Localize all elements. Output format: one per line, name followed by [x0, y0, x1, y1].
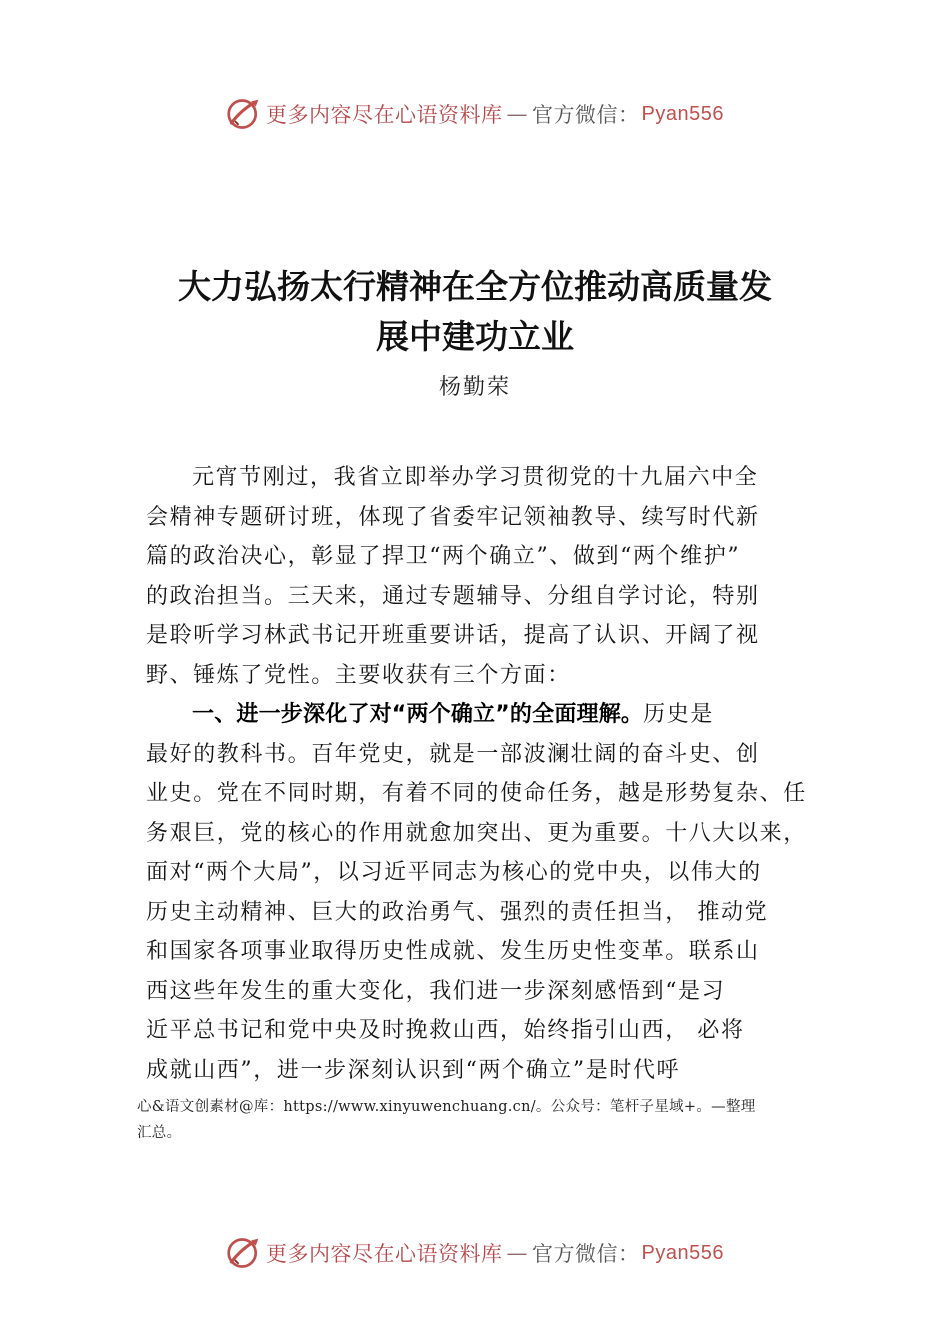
body-line: 的政治担当。三天来，通过专题辅导、分组自学讨论，特别: [146, 583, 760, 609]
banner-wechat-label: 官方微信：: [532, 1242, 640, 1266]
body-line: 篇的政治决心，彰显了捍卫“两个确立”、做到“两个维护”: [146, 544, 741, 569]
banner-wechat-label: 官方微信：: [532, 103, 640, 127]
body-line: 成就山西”，进一步深刻认识到“两个确立”是时代呼: [146, 1057, 681, 1083]
banner-main-text: 更多内容尽在心语资料库: [266, 1242, 503, 1266]
body-line: 野、锤炼了党性。主要收获有三个方面：: [146, 662, 571, 688]
body-line: 会精神专题研讨班，体现了省委牢记领袖教导、续写时代新: [146, 504, 760, 530]
banner-separator: —: [506, 1241, 529, 1265]
banner-wechat-id: Pyan556: [641, 1241, 724, 1264]
source-note-line-2: 汇总。: [137, 1125, 182, 1141]
source-note: [137, 1094, 827, 1146]
body-line: 是聆听学习林武书记开班重要讲话，提高了认识、开阔了视: [146, 623, 760, 648]
section-heading-continuation: 历史是: [643, 702, 714, 727]
body-line: 面对“两个大局”，以习近平同志为核心的党中央，以伟大的: [146, 860, 762, 885]
body-line: 历史主动精神、巨大的政治勇气、强烈的责任担当， 推动党: [146, 899, 769, 925]
pen-logo-icon: [226, 96, 262, 132]
banner-main-text: 更多内容尽在心语资料库: [266, 103, 503, 127]
section-heading-1: 一、进一步深化了对“两个确立”的全面理解。: [192, 702, 644, 727]
body-line: 西这些年发生的重大变化，我们进一步深刻感悟到“是习: [146, 978, 726, 1004]
body-line: 最好的教科书。百年党史，就是一部波澜壮阔的奋斗史、创: [146, 741, 760, 767]
banner-separator: —: [506, 102, 529, 126]
body-line: 元宵节刚过，我省立即举办学习贯彻党的十九届六中全: [192, 465, 759, 490]
title-line-2: 展中建功立业: [376, 317, 574, 356]
body-line: 业史。党在不同时期，有着不同的使命任务，越是形势复杂、任: [146, 781, 807, 806]
section-heading-line: [146, 695, 846, 735]
body-line: 务艰巨，党的核心的作用就愈加突出、更为重要。十八大以来，: [146, 820, 807, 846]
source-note-line-1: 心&语文创素材@库：https://www.xinyuwenchuang.cn/。公众号：笔杆子星域+。—整理: [137, 1099, 756, 1115]
banner-wechat-id: Pyan556: [641, 102, 724, 125]
header-banner: [0, 94, 950, 134]
title-line-1: 大力弘扬太行精神在全方位推动高质量发: [178, 267, 772, 306]
article-body: [146, 458, 846, 1090]
footer-banner: [0, 1233, 950, 1273]
article-title: [0, 262, 950, 362]
body-line: 近平总书记和党中央及时挽救山西，始终指引山西， 必将: [146, 1018, 745, 1043]
body-line: 和国家各项事业取得历史性成就、发生历史性变革。联系山: [146, 939, 760, 964]
pen-logo-icon: [226, 1235, 262, 1271]
article-author: 杨勤荣: [438, 375, 511, 400]
